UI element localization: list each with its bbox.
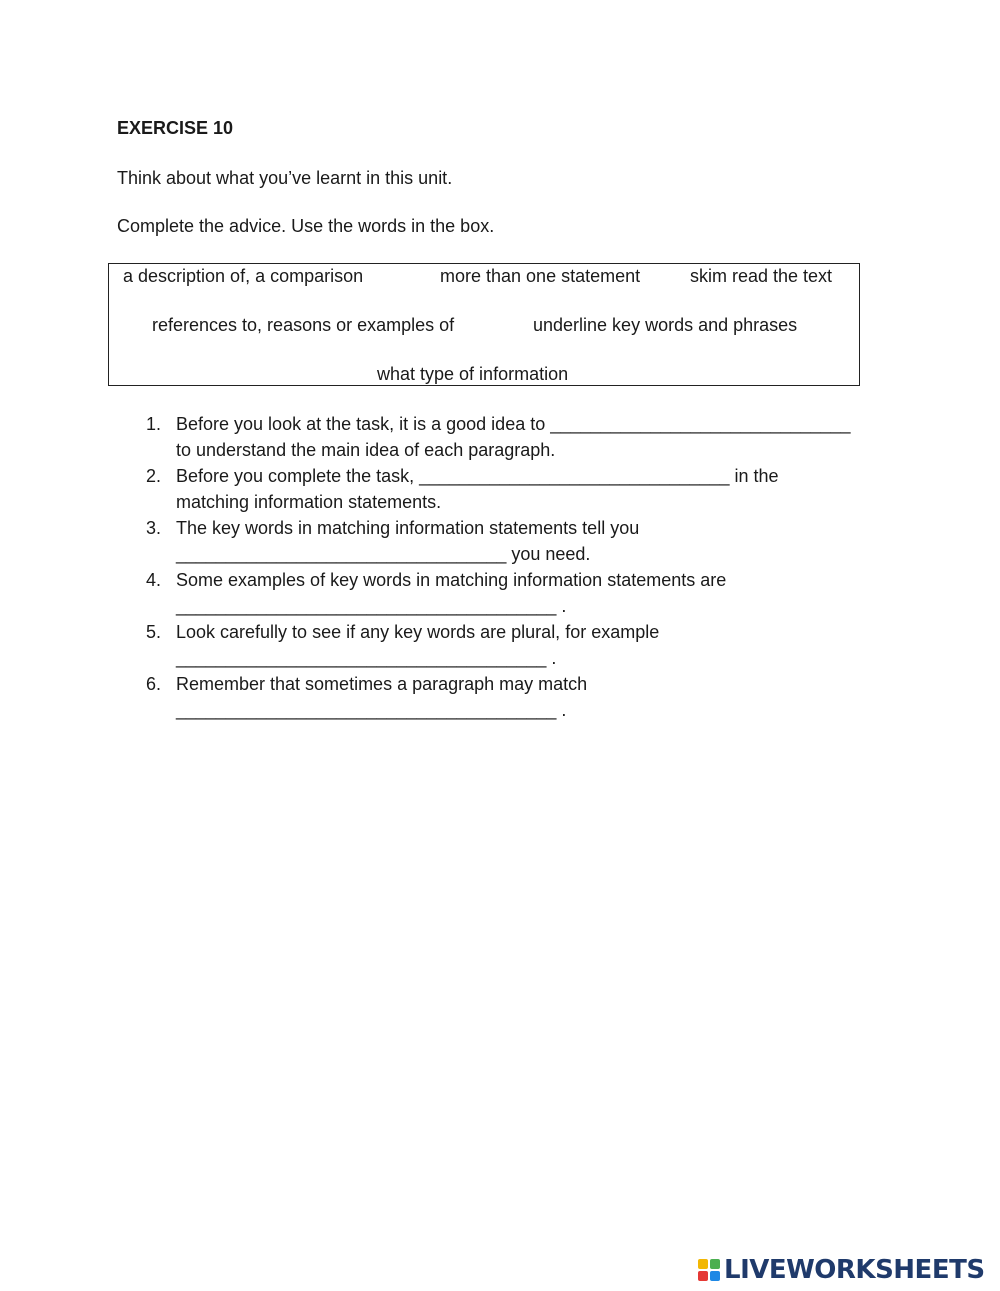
question-text: Some examples of key words in matching information statements are xyxy=(176,570,727,590)
answer-blank[interactable]: _________________________________ you need. xyxy=(176,544,591,564)
question-number: 2. xyxy=(146,466,162,486)
question-number: 3. xyxy=(146,518,162,538)
liveworksheets-logo xyxy=(698,1255,985,1285)
answer-blank[interactable]: _____________________________________ . xyxy=(176,648,557,668)
question-item xyxy=(146,619,886,671)
answer-blank[interactable]: ______________________________________ . xyxy=(176,700,567,720)
word-option: underline key words and phrases xyxy=(533,315,798,335)
question-text[interactable]: Before you complete the task, _______________________________ in the xyxy=(176,466,779,486)
question-item xyxy=(146,671,886,723)
instruction-think: Think about what you’ve learnt in this unit. xyxy=(117,168,453,188)
page-title: EXERCISE 10 xyxy=(117,118,234,138)
answer-blank[interactable]: ______________________________________ . xyxy=(176,596,567,616)
logo-square xyxy=(698,1271,708,1281)
logo-text: LIVEWORKSHEETS xyxy=(724,1255,985,1285)
word-option: more than one statement xyxy=(440,266,641,286)
question-list xyxy=(146,411,886,723)
question-number: 1. xyxy=(146,414,162,434)
question-text: Look carefully to see if any key words are plural, for example xyxy=(176,622,660,642)
question-text: to understand the main idea of each paragraph. xyxy=(176,440,556,460)
question-number: 4. xyxy=(146,570,162,590)
word-option: skim read the text xyxy=(690,266,833,286)
word-box xyxy=(108,263,860,386)
word-option: references to, reasons or examples of xyxy=(152,315,455,335)
question-item xyxy=(146,567,886,619)
question-text: matching information statements. xyxy=(176,492,442,512)
logo-square xyxy=(698,1259,708,1269)
question-item xyxy=(146,515,886,567)
logo-square xyxy=(710,1259,720,1269)
word-option: what type of information xyxy=(377,364,569,384)
logo-squares-icon xyxy=(698,1259,720,1281)
question-text[interactable]: Before you look at the task, it is a good idea to ______________________________ xyxy=(176,414,851,434)
question-item xyxy=(146,411,886,463)
question-text: Remember that sometimes a paragraph may match xyxy=(176,674,588,694)
question-item xyxy=(146,463,886,515)
question-number: 5. xyxy=(146,622,162,642)
question-number: 6. xyxy=(146,674,162,694)
instruction-complete: Complete the advice. Use the words in the box. xyxy=(117,216,495,236)
word-option: a description of, a comparison xyxy=(123,266,364,286)
question-text: The key words in matching information statements tell you xyxy=(176,518,640,538)
logo-square xyxy=(710,1271,720,1281)
